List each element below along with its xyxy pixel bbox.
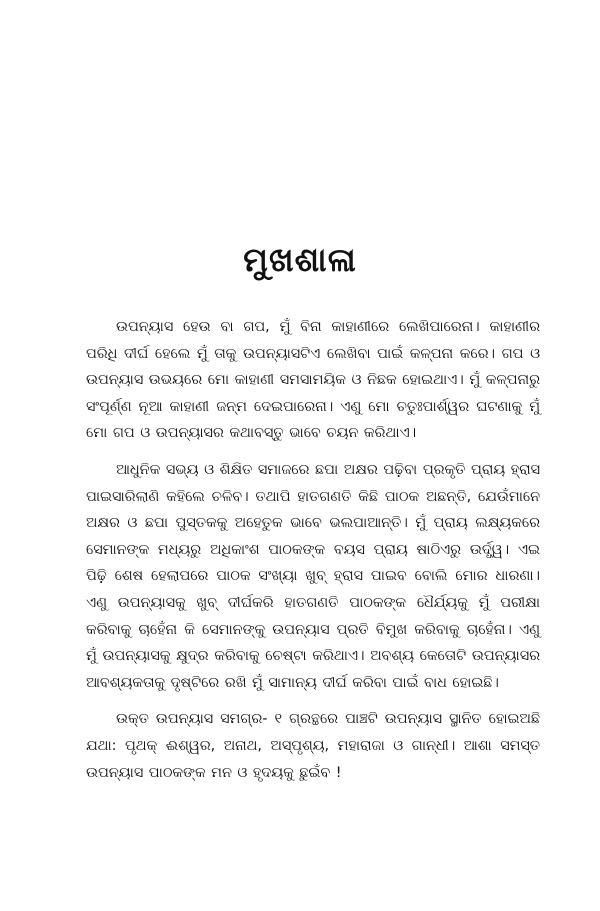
paragraph-3: ଉକ୍ତ ଉପନ୍ୟାସ ସମଗ୍ର- ୧ ଗ୍ରନ୍ଥରେ ପାଞ୍ଚଟି ଉପନ୍ୟାସ ସ୍ଥାନିତ ହୋଇଅଛି ଯଥା: ପୃଥକ୍ ଈଶ୍ୱର, ଅନାଥ, ଅସ୍ପୃଶ୍ୟ, ମହାରାଜା ଓ ଗାନ୍ଧୀ। ଆଶା ସମସ୍ତ ଉପନ୍ୟାସ ପାଠକଙ୍କ ମନ ଓ ହୃଦୟକୁ ଛୁଇଁବ ! [86, 711, 540, 781]
paragraph-1: ଉପନ୍ୟାସ ହେଉ ବା ଗପ, ମୁଁ ବିନା କାହାଣୀରେ ଲେଖିପାରେନା। କାହାଣୀର ପରିଧି ଦୀର୍ଘ ହେଲେ ମୁଁ ତାକୁ ଉପନ୍ୟାସଟିଏ ଲେଖିବା ପାଇଁ କଳ୍ପନା କରେ। ଗପ ଓ ଉପନ୍ୟାସ ଉଭୟରେ ମୋ କାହାଣୀ ସମସାମୟିକ ଓ ନିଛକ ହୋଇଥାଏ। ମୁଁ କଳ୍ପନାରୁ ସଂପୂର୍ଣ୍ଣ ନୂଆ କାହାଣୀ ଜନ୍ମ ଦେଇପାରେନା। ଏଣୁ ମୋ ଚତୁଃପାର୍ଶ୍ୱର ଘଟଣାକୁ ମୁଁ ମୋ ଗପ ଓ ଉପନ୍ୟାସର କଥାବସ୍ତୁ ଭାବେ ଚୟନ କରିଥାଏ। [86, 319, 540, 442]
page-title: ମୁଖଶାଳା [243, 240, 357, 279]
document-body [86, 314, 540, 796]
paragraph-2: ଆଧୁନିକ ସଭ୍ୟ ଓ ଶିକ୍ଷିତ ସମାଜରେ ଛପା ଅକ୍ଷର ପଢ଼ିବା ପ୍ରକୃତି ପ୍ରାୟ ହ୍ରାସ ପାଇସାରିଲାଣି କହିଲେ ଚଳିବ। ତଥାପି ହାତଗଣତି କିଛି ପାଠକ ଅଛନ୍ତି, ଯେଉଁମାନେ ଅକ୍ଷର ଓ ଛପା ପୁସ୍ତକକୁ ଅହେତୁକ ଭାବେ ଭଲପାଆନ୍ତି। ମୁଁ ପ୍ରାୟ ଲକ୍ଷ୍ୟକରେ ସେମାନଙ୍କ ମଧ୍ୟରୁ ଅଧିକାଂଶ ପାଠକଙ୍କ ବୟସ ପ୍ରାୟ ଷାଠିଏରୁ ଉର୍ଦ୍ଧ୍ୱ। ଏଇ ପିଢ଼ି ଶେଷ ହେଲାପରେ ପାଠକ ସଂଖ୍ୟା ଖୁବ୍ ହ୍ରାସ ପାଇବ ବୋଲି ମୋର ଧାରଣା। ଏଣୁ ଉପନ୍ୟାସକୁ ଖୁବ୍ ଦୀର୍ଘକରି ହାତଗଣତି ପାଠକଙ୍କ ଧୈର୍ଯ୍ୟକୁ ମୁଁ ପରୀକ୍ଷା କରିବାକୁ ଚାହେଁନା କି ସେମାନଙ୍କୁ ଉପନ୍ୟାସ ପ୍ରତି ବିମୁଖ କରିବାକୁ ଚାହେଁନା। ଏଣୁ ମୁଁ ଉପନ୍ୟାସକୁ କ୍ଷୁଦ୍ର କରିବାକୁ ଚେଷ୍ଟା କରିଥାଏ। ଅବଶ୍ୟ କେତୋଟି ଉପନ୍ୟାସର ଆବଶ୍ୟକତାକୁ ଦୃଷ୍ଟିରେ ରଖି ମୁଁ ସାମାନ୍ୟ ଦୀର୍ଘ କରିବା ପାଇଁ ବାଧ ହୋଇଛି। [86, 461, 540, 691]
